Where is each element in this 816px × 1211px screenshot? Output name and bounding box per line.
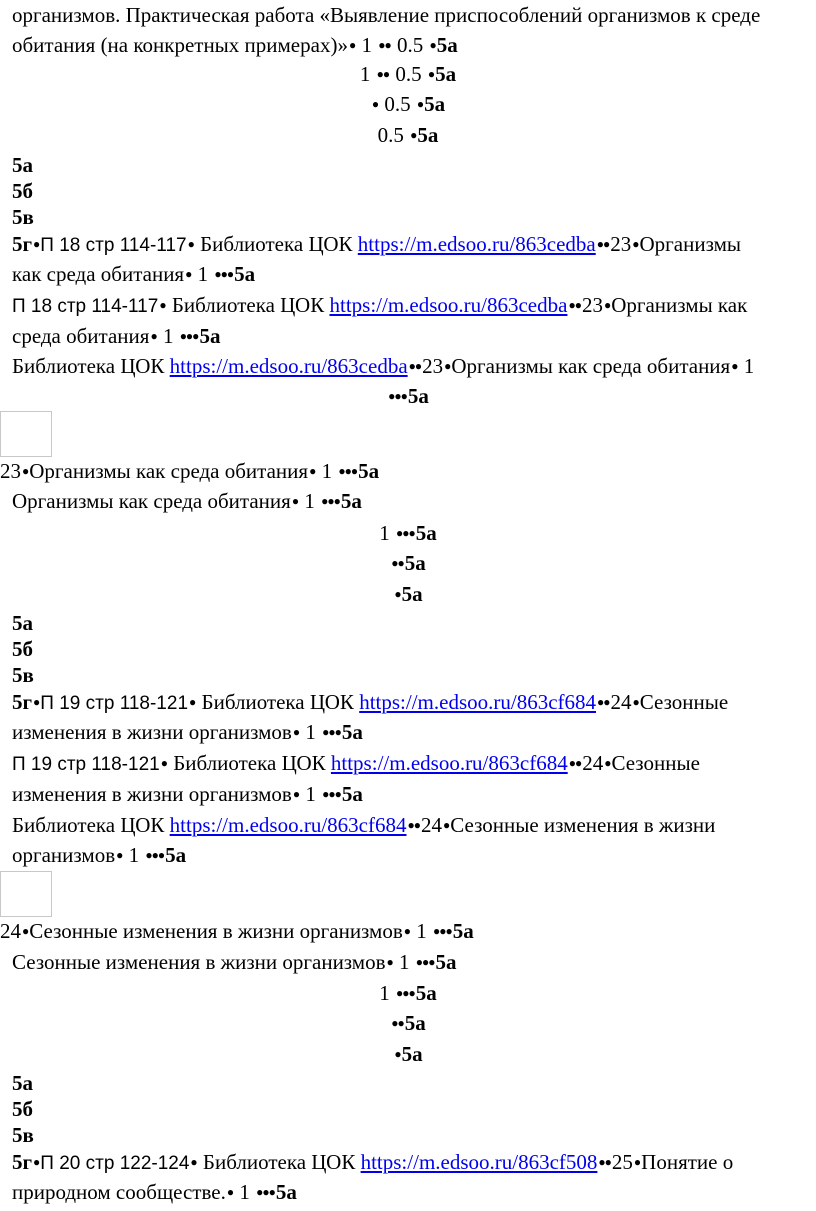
- text-line: Библиотека ЦОК https://m.edsoo.ru/863cf684●●24●Сезонные изменения в жизни: [12, 813, 716, 837]
- grade-label: 5в: [12, 205, 34, 229]
- bullet-icon: ●●●: [179, 329, 199, 343]
- library-link[interactable]: https://m.edsoo.ru/863cf684: [359, 690, 597, 714]
- text-line: 1 ●● 0.5 ●5а: [359, 62, 457, 86]
- grade-label: 5а: [12, 1071, 33, 1095]
- bullet-icon: ●●●: [433, 924, 452, 938]
- grade-label: 5а: [12, 611, 33, 635]
- bullet-icon: ●: [386, 955, 393, 969]
- bullet-icon: ●●●: [322, 725, 341, 739]
- table-cell: [0, 871, 52, 917]
- text-line: 0.5 ●5а: [377, 123, 439, 147]
- text-line: как среда обитания● 1 ●●●5а: [12, 262, 256, 286]
- bullet-icon: ●●●: [415, 955, 435, 969]
- text-line: среда обитания● 1 ●●●5а: [12, 324, 221, 348]
- text-line: 5г●П 19 стр 118-121● Библиотека ЦОК https://m.edsoo.ru/863cf684●●24●Сезонные: [12, 690, 729, 714]
- bullet-icon: ●: [33, 1155, 40, 1169]
- text-line: Сезонные изменения в жизни организмов● 1 ●●●5а: [12, 950, 457, 974]
- bullet-icon: ●: [185, 267, 192, 281]
- library-link[interactable]: https://m.edsoo.ru/863cf684: [169, 813, 407, 837]
- text-line: ●●5а: [391, 1011, 426, 1035]
- bullet-icon: ●●●: [388, 389, 407, 403]
- text-line: ●●5а: [391, 551, 426, 575]
- bullet-icon: ●: [22, 924, 29, 938]
- bullet-icon: ●: [443, 818, 450, 832]
- bullet-icon: ●●: [391, 556, 404, 570]
- text-line: 24●Сезонные изменения в жизни организмов● 1 ●●●5а: [0, 919, 474, 943]
- library-link[interactable]: https://m.edsoo.ru/863cedba: [329, 293, 568, 317]
- bullet-icon: ●: [394, 587, 401, 601]
- bullet-icon: ●: [292, 787, 300, 801]
- bullet-icon: ●●●: [338, 464, 358, 478]
- text-line: 1 ●●●5а: [379, 981, 437, 1005]
- bullet-icon: ●●●: [214, 267, 234, 281]
- library-link[interactable]: https://m.edsoo.ru/863cf684: [330, 751, 568, 775]
- bullet-icon: ●●: [596, 237, 610, 251]
- bullet-icon: ●: [189, 695, 196, 709]
- bullet-icon: ●: [348, 38, 356, 52]
- text-line: изменения в жизни организмов● 1 ●●●5а: [12, 782, 363, 806]
- grade-label: 5в: [12, 1123, 34, 1147]
- text-line: 23●Организмы как среда обитания● 1 ●●●5а: [0, 459, 380, 483]
- grade-label: 5б: [12, 179, 33, 203]
- bullet-icon: ●: [603, 298, 611, 312]
- text-line: организмов. Практическая работа «Выявление приспособлений организмов к среде: [12, 3, 761, 27]
- text-line: П 19 стр 118-121● Библиотека ЦОК https://m.edsoo.ru/863cf684●●24●Сезонные: [12, 751, 700, 775]
- bullet-icon: ●: [116, 848, 123, 862]
- bullet-icon: ●●: [598, 1155, 611, 1169]
- bullet-icon: ●●: [568, 756, 582, 770]
- text-line: обитания (на конкретных примерах)»● 1 ●● 0.5 ●5а: [12, 33, 458, 57]
- bullet-icon: ●: [632, 695, 639, 709]
- text-line: ●5а: [394, 1042, 423, 1066]
- bullet-icon: ●●: [568, 298, 581, 312]
- bullet-icon: ●: [371, 97, 379, 111]
- text-line: 5г●П 20 стр 122-124● Библиотека ЦОК https://m.edsoo.ru/863cf508●●25●Понятие о: [12, 1150, 734, 1174]
- bullet-icon: ●●: [376, 67, 390, 81]
- bullet-icon: ●●: [408, 359, 422, 373]
- bullet-icon: ●: [292, 725, 300, 739]
- bullet-icon: ●: [410, 128, 417, 142]
- bullet-icon: ●: [416, 97, 424, 111]
- bullet-icon: ●●●: [396, 986, 415, 1000]
- bullet-icon: ●: [604, 756, 611, 770]
- bullet-icon: ●: [632, 237, 639, 251]
- library-link[interactable]: https://m.edsoo.ru/863cedba: [169, 354, 408, 378]
- table-cell: [0, 411, 52, 457]
- grade-label: 5а: [12, 153, 33, 177]
- bullet-icon: ●●: [391, 1016, 404, 1030]
- bullet-icon: ●: [291, 494, 299, 508]
- bullet-icon: ●: [150, 329, 157, 343]
- bullet-icon: ●●●: [145, 848, 165, 862]
- bullet-icon: ●: [33, 237, 40, 251]
- library-link[interactable]: https://m.edsoo.ru/863cf508: [360, 1150, 598, 1174]
- bullet-icon: ●●●: [256, 1185, 275, 1199]
- bullet-icon: ●: [187, 237, 194, 251]
- bullet-icon: ●: [160, 756, 167, 770]
- grade-label: 5в: [12, 663, 34, 687]
- bullet-icon: ●: [429, 38, 436, 52]
- text-line: организмов● 1 ●●●5а: [12, 843, 187, 867]
- bullet-icon: ●: [226, 1185, 234, 1199]
- bullet-icon: ●: [190, 1155, 197, 1169]
- bullet-icon: ●: [731, 359, 738, 373]
- bullet-icon: ●: [633, 1155, 641, 1169]
- text-line: 5г●П 18 стр 114-117● Библиотека ЦОК https://m.edsoo.ru/863cedba●●23●Организмы: [12, 232, 741, 256]
- bullet-icon: ●: [159, 298, 166, 312]
- library-link[interactable]: https://m.edsoo.ru/863cedba: [357, 232, 596, 256]
- text-line: Библиотека ЦОК https://m.edsoo.ru/863cedba●●23●Организмы как среда обитания● 1: [12, 354, 755, 378]
- bullet-icon: ●●●: [396, 526, 415, 540]
- text-line: ●●●5а: [388, 384, 429, 408]
- bullet-icon: ●●: [407, 818, 420, 832]
- text-line: ●5а: [394, 582, 423, 606]
- text-line: природном сообществе.● 1 ●●●5а: [12, 1180, 297, 1204]
- text-line: ● 0.5 ●5а: [371, 92, 446, 116]
- text-line: 1 ●●●5а: [379, 521, 437, 545]
- grade-label: 5б: [12, 637, 33, 661]
- bullet-icon: ●: [22, 464, 29, 478]
- bullet-icon: ●●: [378, 38, 391, 52]
- bullet-icon: ●: [444, 359, 451, 373]
- text-line: Организмы как среда обитания● 1 ●●●5а: [12, 489, 362, 513]
- bullet-icon: ●●: [597, 695, 610, 709]
- bullet-icon: ●: [33, 695, 40, 709]
- bullet-icon: ●: [309, 464, 316, 478]
- grade-label: 5б: [12, 1097, 33, 1121]
- bullet-icon: ●: [427, 67, 435, 81]
- bullet-icon: ●: [394, 1047, 401, 1061]
- text-line: П 18 стр 114-117● Библиотека ЦОК https://m.edsoo.ru/863cedba●●23●Организмы как: [12, 293, 748, 317]
- bullet-icon: ●●●: [321, 494, 340, 508]
- bullet-icon: ●●●: [322, 787, 341, 801]
- text-line: изменения в жизни организмов● 1 ●●●5а: [12, 720, 363, 744]
- bullet-icon: ●: [403, 924, 411, 938]
